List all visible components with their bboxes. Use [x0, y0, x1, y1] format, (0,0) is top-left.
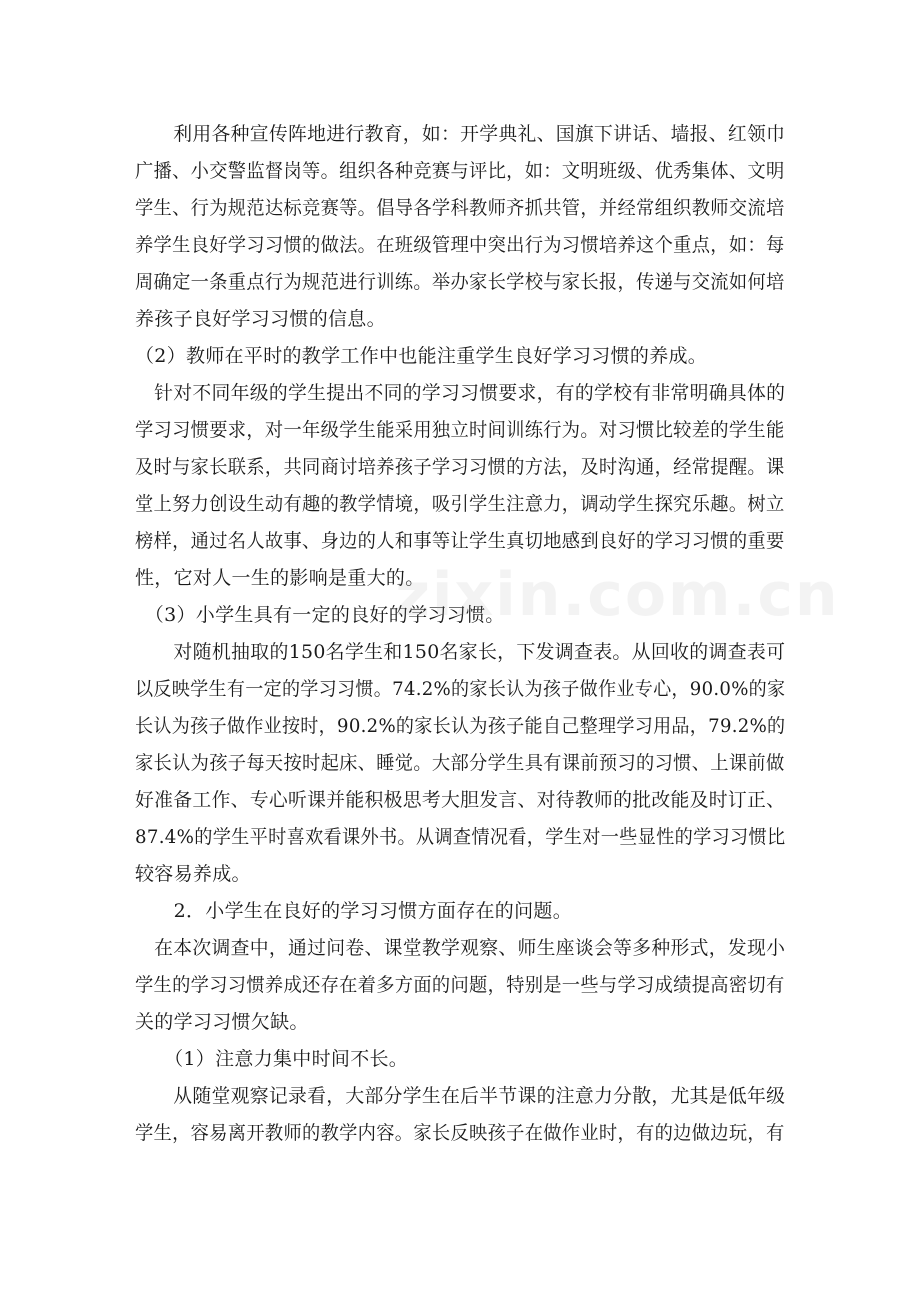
paragraph-line: 利用各种宣传阵地进行教育，如：开学典礼、国旗下讲话、墙报、红领巾 [135, 123, 786, 145]
paragraph-line: 学生、行为规范达标竞赛等。倡导各学科教师齐抓共管，并经常组织教师交流培 [135, 197, 785, 219]
paragraph-line: 养学生良好学习习惯的做法。在班级管理中突出行为习惯培养这个重点，如：每 [135, 234, 785, 256]
paragraph-line: 周确定一条重点行为规范进行训练。举办家长学校与家长报，传递与交流如何培 [135, 271, 785, 293]
paragraph-line: 广播、小交警监督岗等。组织各种竞赛与评比，如：文明班级、优秀集体、文明 [135, 160, 785, 182]
paragraph-line: 在本次调查中，通过问卷、课堂教学观察、师生座谈会等多种形式，发现小 [135, 937, 786, 959]
paragraph-line: 从随堂观察记录看，大部分学生在后半节课的注意力分散，尤其是低年级 [135, 1085, 786, 1107]
paragraph-line: 堂上努力创设生动有趣的教学情境，吸引学生注意力，调动学生探究乐趣。树立 [135, 493, 785, 515]
paragraph-line: （3）小学生具有一定的良好的学习习惯。 [135, 604, 505, 626]
paragraph-line: 养孩子良好学习习惯的信息。 [135, 308, 386, 330]
paragraph-line: 较容易养成。 [135, 863, 251, 885]
paragraph-line: 2．小学生在良好的学习习惯方面存在的问题。 [135, 900, 572, 922]
paragraph-line: 性，它对人一生的影响是重大的。 [135, 567, 425, 589]
paragraph-line: 以反映学生有一定的学习习惯。74.2%的家长认为孩子做作业专心，90.0%的家 [135, 678, 786, 700]
paragraph-line: 对随机抽取的150名学生和150名家长，下发调查表。从回收的调查表可 [135, 641, 786, 663]
paragraph-line: 及时与家长联系，共同商讨培养孩子学习习惯的方法，及时沟通，经常提醒。课 [135, 456, 785, 478]
paragraph-line: 关的学习习惯欠缺。 [135, 1011, 309, 1033]
watermark: zixin.com.cn [395, 560, 840, 630]
paragraph-line: 榜样，通过名人故事、身边的人和事等让学生真切地感到良好的学习习惯的重要 [135, 530, 785, 552]
paragraph-line: （2）教师在平时的教学工作中也能注重学生良好学习习惯的养成。 [135, 345, 708, 367]
body-text [135, 116, 785, 1152]
paragraph-line: 家长认为孩子每天按时起床、睡觉。大部分学生具有课前预习的习惯、上课前做 [135, 752, 785, 774]
paragraph-line: 学生，容易离开教师的教学内容。家长反映孩子在做作业时，有的边做边玩，有 [135, 1122, 785, 1144]
paragraph-line: 学生的学习习惯养成还存在着多方面的问题，特别是一些与学习成绩提高密切有 [135, 974, 785, 996]
paragraph-line: 好准备工作、专心听课并能积极思考大胆发言、对待教师的批改能及时订正、 [135, 789, 786, 811]
paragraph-line: （1）注意力集中时间不长。 [135, 1048, 409, 1070]
paragraph-line: 学习习惯要求，对一年级学生能采用独立时间训练行为。对习惯比较差的学生能 [135, 419, 785, 441]
paragraph-line: 87.4%的学生平时喜欢看课外书。从调查情况看，学生对一些显性的学习习惯比 [135, 826, 786, 848]
paragraph-line: 长认为孩子做作业按时，90.2%的家长认为孩子能自己整理学习用品，79.2%的 [135, 715, 786, 737]
paragraph-line: 针对不同年级的学生提出不同的学习习惯要求，有的学校有非常明确具体的 [135, 382, 786, 404]
